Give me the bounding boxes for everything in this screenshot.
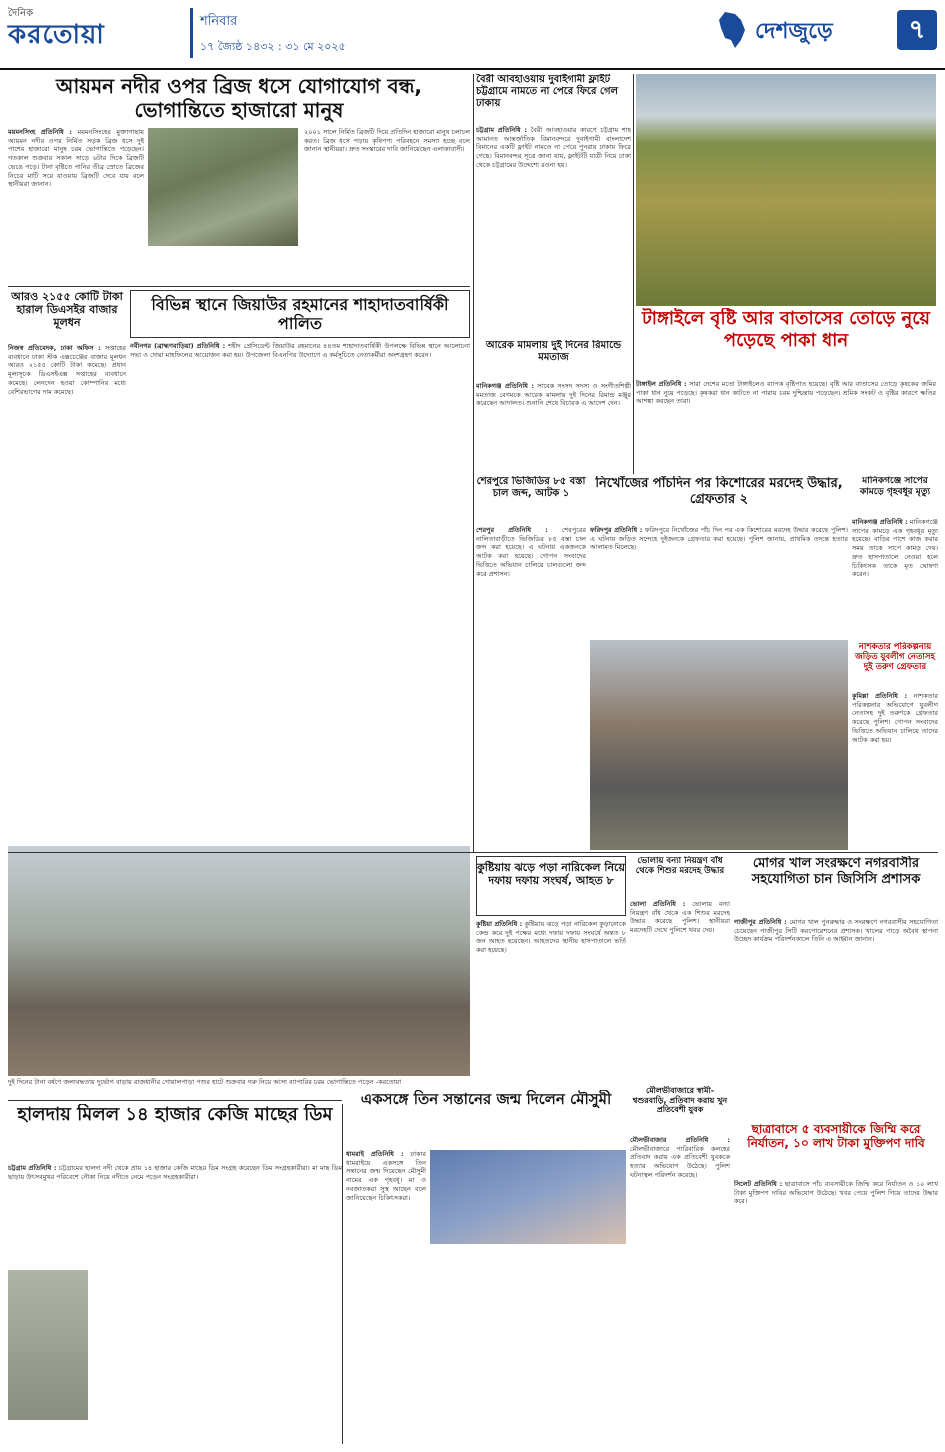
bangladesh-map-icon (715, 10, 751, 50)
extortion-article: সিলেট প্রতিনিধি : ছাত্রাবাসে পাঁচ ব্যবসায়ীকে জিম্মি করে নির্যাতন ও ১০ লাখ টাকা মুক্তিপণ দাবির অভিযোগ উঠেছে। খবর পেয়ে পুলিশ গিয়ে তাদের উদ্ধার করে। (734, 1180, 938, 1206)
momtaz-article: মানিকগঞ্জ প্রতিনিধি : সাবেক সংসদ সদস্য ও সংগীতশিল্পী মমতাজ বেগমকে আরেক মামলায় দুই দিনের রিমান্ড মঞ্জুর করেছেন আদালত। শুনানি শেষে বিচারক এ আদেশ দেন। (476, 382, 631, 408)
canal-article: গাজীপুর প্রতিনিধি : মোগর খাল পুনরুদ্ধার ও সংরক্ষণে নগরবাসীর সহযোগিতা চেয়েছেন গাজীপুর সিটি করপোরেশনের প্রশাসক। খালের পাড়ে অবৈধ স্থাপনা উচ্ছেদ কার্যক্রম পরিদর্শনকালে তিনি এ আহ্বান জানান। (734, 918, 938, 944)
snake-article: মানিকগঞ্জ প্রতিনিধি : মানিকগঞ্জে সাপের কামড়ে এক গৃহবধূর মৃত্যু হয়েছে। বাড়ির পাশে কাজ করার সময় তাকে সাপে কামড় দেয়। দ্রুত হাসপাতালে নেওয়া হলে চিকিৎসক তাকে মৃত ঘোষণা করেন। (852, 518, 938, 579)
rule (473, 74, 474, 852)
arrest-article: কুমিল্লা প্রতিনিধি : নাশকতার পরিকল্পনার অভিযোগে যুবলীগ নেতাসহ দুই তরুণকে গ্রেফতার করেছে পুলিশ। গোপন সংবাদের ভিত্তিতে অভিযান চালিয়ে তাদের আটক করা হয়। (852, 692, 938, 744)
issue-date: ১৭ জ্যৈষ্ঠ ১৪৩২ : ৩১ মে ২০২৫ (200, 40, 346, 53)
rule (8, 852, 938, 853)
bridge-headline: আয়মন নদীর ওপর ব্রিজ ধসে যোগাযোগ বন্ধ, ভোগান্তিতে হাজারো মানুষ (55, 74, 423, 122)
babies-photo (430, 1150, 626, 1244)
rice-field-photo (636, 74, 936, 306)
brand-small: দৈনিক (8, 8, 34, 19)
halda-headline: হালদায় মিলল ১৪ হাজার কেজি মাছের ডিম (17, 1104, 333, 1125)
cattle-caption: দুই দিনের টানা বর্ষণে জলাবদ্ধতায় দুর্ভোগ বাড়ায় রাজধানীর গোয়ালপাড়া পশুর হাটে শুক্রবার গরু নিয়ে আসা ব্যাপারির চরম ভোগান্তিতে পড়েন -করতোয়া (8, 1078, 402, 1086)
bhola-headline: ভোলায় বন্যা নিয়ন্ত্রণ বাঁধ থেকে শিশুর মরদেহ উদ্ধার (635, 856, 725, 877)
cattle-photo (8, 846, 470, 1076)
market-headline: আরও ২১৫৫ কোটি টাকা হারাল ডিএসইর বাজার মূলধন (11, 290, 123, 330)
day-name: শনিবার (200, 14, 238, 29)
ziaur-article: নবীনগর (ব্রাহ্মণবাড়িয়া) প্রতিনিধি : শহীদ প্রেসিডেন্ট জিয়াউর রহমানের ৪৪তম শাহাদাতবার্ষিকী উপলক্ষে বিভিন্ন স্থানে আলোচনা সভা ও দোয়া মাহফিলের আয়োজন করা হয়। উপজেলা বিএনপির উদ্যোগে এ কর্মসূচিতে নেতাকর্মীরা অংশগ্রহণ করেন। (130, 342, 470, 359)
coconut-headline: কুষ্টিয়ায় ঝড়ে পড়া নারিকেল নিয়ে দফায় দফায় সংঘর্ষ, আহত ৮ (476, 856, 626, 916)
snake-headline: মানিকগঞ্জে সাপের কামড়ে গৃহবধূর মৃত্যু (859, 476, 931, 497)
maulvibazar-headline: মৌলভীবাজারে স্বামী-শ্বশুরবাড়ি, প্রতিবাদ করায় খুন প্রতিবেশী যুবক (632, 1086, 728, 1115)
masthead (0, 0, 945, 70)
flight-headline: বৈরী আবহাওয়ায় দুবাইগামী ফ্লাইট চট্টগ্রামে নামতে না পেরে ফিরে গেল ঢাকায় (476, 74, 618, 109)
brand-logo: করতোয়া (8, 20, 105, 50)
teen-headline: নিখোঁজের পাঁচদিন পর কিশোরের মরদেহ উদ্ধার, গ্রেফতার ২ (595, 476, 843, 507)
bridge-article: ময়মনসিংহ প্রতিনিধি : ময়মনসিংহের মুক্তাগাছায় আয়মন নদীর ওপর নির্মিত সড়ক ব্রিজ ধসে দুই পাশের হাজারো মানুষ চরম ভোগান্তিতে পড়েছেন। গতকাল শুক্রবার সকাল সাড়ে ৬টার দিকে ব্রিজটি ভেঙে পড়ে। টানা বৃষ্টিতে পানির তীব্র স্রোতে ব্রিজের নিচের মাটি সরে যাওয়ায় ব্রিজটি দেবে যায় বলে স্থানীয়রা জানান। ২০০১ সালে নির্মিত ব্রিজটি দিয়ে প্রতিদিন হাজারো মানুষ চলাচল করত। ব্রিজ ধসে পড়ায় কৃষিপণ্য পরিবহনে সমস্যা হচ্ছে বলে জানান স্থানীয়রা। দ্রুত সংস্কারের দাবি জানিয়েছেন এলাকাবাসী। (8, 128, 470, 248)
ziaur-headline: বিভিন্ন স্থানে জিয়াউর রহমানের শাহাদাতবার্ষিকী পালিত (130, 290, 470, 338)
coconut-article: কুষ্টিয়া প্রতিনিধি : কুষ্টিয়ায় ঝড়ে পড়া নারিকেল কুড়ানোকে কেন্দ্র করে দুই পক্ষের মধ্যে দফায় দফায় সংঘর্ষে অন্তত ৮ জন আহত হয়েছেন। আহতদের স্থানীয় হাসপাতালে ভর্তি করা হয়েছে। (476, 920, 626, 955)
rice-article: টাঙ্গাইল প্রতিনিধি : সারা দেশের মতো টাঙ্গাইলেও ব্যাপক বৃষ্টিপাত হয়েছে। বৃষ্টি আর বাতাসের তোড়ে কৃষকের জমির পাকা ধান নুয়ে পড়েছে। কৃষকরা ধান কাটতে না পারায় চরম দুশ্চিন্তায় পড়েছেন। শ্রমিক সংকট ও বৃষ্টির কারণে ক্ষতির আশঙ্কা করছেন তারা। (636, 380, 936, 406)
page-number: ৭ (897, 10, 937, 50)
market-article: নিজস্ব প্রতিবেদক, ঢাকা অফিস : সপ্তাহের ব্যবধানে ঢাকা স্টক এক্সচেঞ্জের বাজার মূলধন আরও ২১৫৫ কোটি টাকা কমেছে। প্রধান মূল্যসূচক ডিএসইএক্স সপ্তাহের ব্যবধানে কমেছে। লেনদেন হওয়া কোম্পানির মধ্যে বেশিরভাগের দাম কমেছে। (8, 344, 126, 396)
divider (190, 8, 193, 58)
triplets-article: ধামরাই প্রতিনিধি : ঢাকার ধামরাইয়ে একসঙ্গে তিন সন্তানের জন্ম দিয়েছেন মৌসুমী নামের এক গৃহবধূ। মা ও নবজাতকরা সুস্থ আছেন বলে জানিয়েছেন চিকিৎসকরা। (346, 1150, 426, 1202)
rule (342, 1104, 343, 1444)
maulvibazar-article: মৌলভীবাজার প্রতিনিধি : মৌলভীবাজারে পারিবারিক কলহের প্রতিবাদ করায় এক প্রতিবেশী যুবককে হত্যার অভিযোগ উঠেছে। পুলিশ ঘটনাস্থল পরিদর্শন করেছে। (630, 1136, 730, 1179)
sherpur-article: শেরপুর প্রতিনিধি : শেরপুরের নালিতাবাড়ীতে ভিজিডির ৮৫ বস্তা চাল জব্দ করা হয়েছে। এ ঘটনায় একজনকে আটক করা হয়েছে। গোপন সংবাদের ভিত্তিতে অভিযান চালিয়ে চালগুলো জব্দ করে প্রশাসন। (476, 526, 586, 578)
arrest-headline: নাশকতার পরিকল্পনায় জড়িত যুবলীগ নেতাসহ দুই তরুণ গ্রেফতার (855, 642, 935, 673)
flight-article: চট্টগ্রাম প্রতিনিধি : বৈরী আবহাওয়ার কারণে চট্টগ্রাম শাহ আমানত আন্তর্জাতিক বিমানবন্দরে দুবাইগামী বাংলাদেশ বিমানের একটি ফ্লাইট নামতে না পেরে পুনরায় ঢাকায় ফিরে গেছে। বিমানবন্দর সূত্রে জানা যায়, ফ্লাইটটি যাত্রী নিয়ে ঢাকা থেকে চট্টগ্রামের উদ্দেশ্যে রওনা হয়। (476, 126, 631, 169)
rule (633, 74, 634, 474)
bhola-article: ভোলা প্রতিনিধি : ভোলায় বন্যা নিয়ন্ত্রণ বাঁধ থেকে এক শিশুর মরদেহ উদ্ধার করেছে পুলিশ। স্থানীয়রা মরদেহটি দেখে পুলিশে খবর দেয়। (630, 900, 730, 935)
halda-article: চট্টগ্রাম প্রতিনিধি : চট্টগ্রামের হালদা নদী থেকে প্রায় ১৪ হাজার কেজি মাছের ডিম সংগ্রহ করেছেন ডিম সংগ্রহকারীরা। মা মাছ ডিম ছাড়ায় উৎসবমুখর পরিবেশে নৌকা নিয়ে নদীতে নেমে পড়েন সংগ্রহকারীরা। (8, 1164, 342, 1181)
canal-headline: মোগর খাল সংরক্ষণে নগরবাসীর সহযোগিতা চান জিসিসি প্রশাসক (751, 856, 921, 887)
teen-article: ফরিদপুর প্রতিনিধি : ফরিদপুরে নিখোঁজের পাঁচ দিন পর এক কিশোরের মরদেহ উদ্ধার করেছে পুলিশ। এ ঘটনায় জড়িত সন্দেহে দুইজনকে গ্রেফতার করা হয়েছে। পুলিশ জানায়, প্রাথমিক তদন্তে হত্যার আলামত মিলেছে। (590, 526, 848, 552)
momtaz-headline: আরেক মামলায় দুই দিনের রিমান্ডে মমতাজ (485, 340, 622, 363)
bridge-photo (148, 128, 298, 246)
rice-headline: টাঙ্গাইলে বৃষ্টি আর বাতাসের তোড়ে নুয়ে পড়েছে পাকা ধান (641, 308, 931, 351)
section-header (715, 8, 937, 54)
triplets-headline: একসঙ্গে তিন সন্তানের জন্ম দিলেন মৌসুমী (360, 1090, 612, 1108)
section-name: দেশজুড়ে (755, 19, 833, 44)
rule (8, 1100, 342, 1101)
extortion-headline: ছাত্রাবাসে ৫ ব্যবসায়ীকে জিম্মি করে নির্যাতন, ১০ লাখ টাকা মুক্তিপণ দাবি (747, 1122, 925, 1151)
fish-eggs-photo (8, 1270, 88, 1420)
rule (8, 286, 470, 287)
sherpur-headline: শেরপুরে ভিজিডির ৮৫ বস্তা চাল জব্দ, আটক ১ (476, 476, 586, 499)
crowd-photo (590, 640, 848, 850)
